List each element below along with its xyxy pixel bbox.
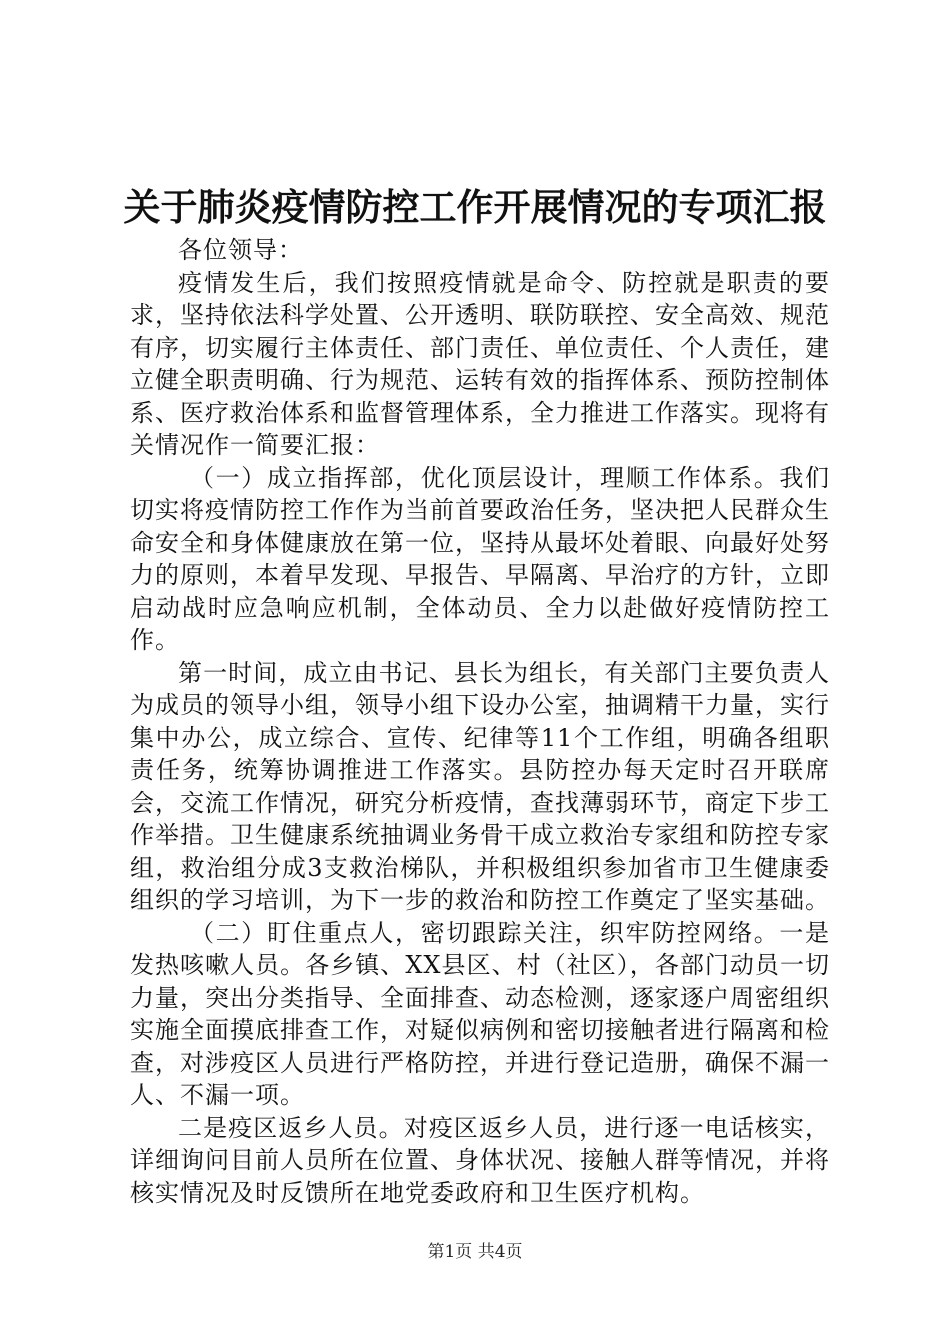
document-body xyxy=(130,234,830,1209)
paragraph-intro: 疫情发生后，我们按照疫情就是命令、防控就是职责的要求，坚持依法科学处置、公开透明、联防联控、安全高效、规范有序，切实履行主体责任、部门责任、单位责任、个人责任，建立健全职责明确、行为规范、运转有效的指挥体系、预防控制体系、医疗救治体系和监督管理体系，全力推进工作落实。现将有关情况作一简要汇报： xyxy=(130,268,830,459)
paragraph-section-2: （二）盯住重点人，密切跟踪关注，织牢防控网络。一是发热咳嗽人员。各乡镇、XX县区、村（社区），各部门动员一切力量，突出分类指导、全面排查、动态检测，逐家逐户周密组织实施全面摸底排查工作，对疑似病例和密切接触者进行隔离和检查，对涉疫区人员进行严格防控，并进行登记造册，确保不漏一人、不漏一项。 xyxy=(130,918,830,1109)
paragraph-leading-group: 第一时间，成立由书记、县长为组长，有关部门主要负责人为成员的领导小组，领导小组下设办公室，抽调精干力量，实行集中办公，成立综合、宣传、纪律等11个工作组，明确各组职责任务，统筹协调推进工作落实。县防控办每天定时召开联席会，交流工作情况，研究分析疫情，查找薄弱环节，商定下步工作举措。卫生健康系统抽调业务骨干成立救治专家组和防控专家组，救治组分成3支救治梯队，并积极组织参加省市卫生健康委组织的学习培训，为下一步的救治和防控工作奠定了坚实基础。 xyxy=(130,658,830,914)
page-footer: 第1页 共4页 xyxy=(427,1242,523,1262)
salutation: 各位领导： xyxy=(178,236,303,264)
paragraph-returnees: 二是疫区返乡人员。对疫区返乡人员，进行逐一电话核实，详细询问目前人员所在位置、身体状况、接触人群等情况，并将核实情况及时反馈所在地党委政府和卫生医疗机构。 xyxy=(130,1113,830,1207)
paragraph-section-1: （一）成立指挥部，优化顶层设计，理顺工作体系。我们切实将疫情防控工作作为当前首要政治任务，坚决把人民群众生命安全和身体健康放在第一位，坚持从最坏处着眼、向最好处努力的原则，本着早发现、早报告、早隔离、早治疗的方针，立即启动战时应急响应机制，全体动员、全力以赴做好疫情防控工作。 xyxy=(130,463,830,654)
document-title: 关于肺炎疫情防控工作开展情况的专项汇报 xyxy=(123,185,827,229)
